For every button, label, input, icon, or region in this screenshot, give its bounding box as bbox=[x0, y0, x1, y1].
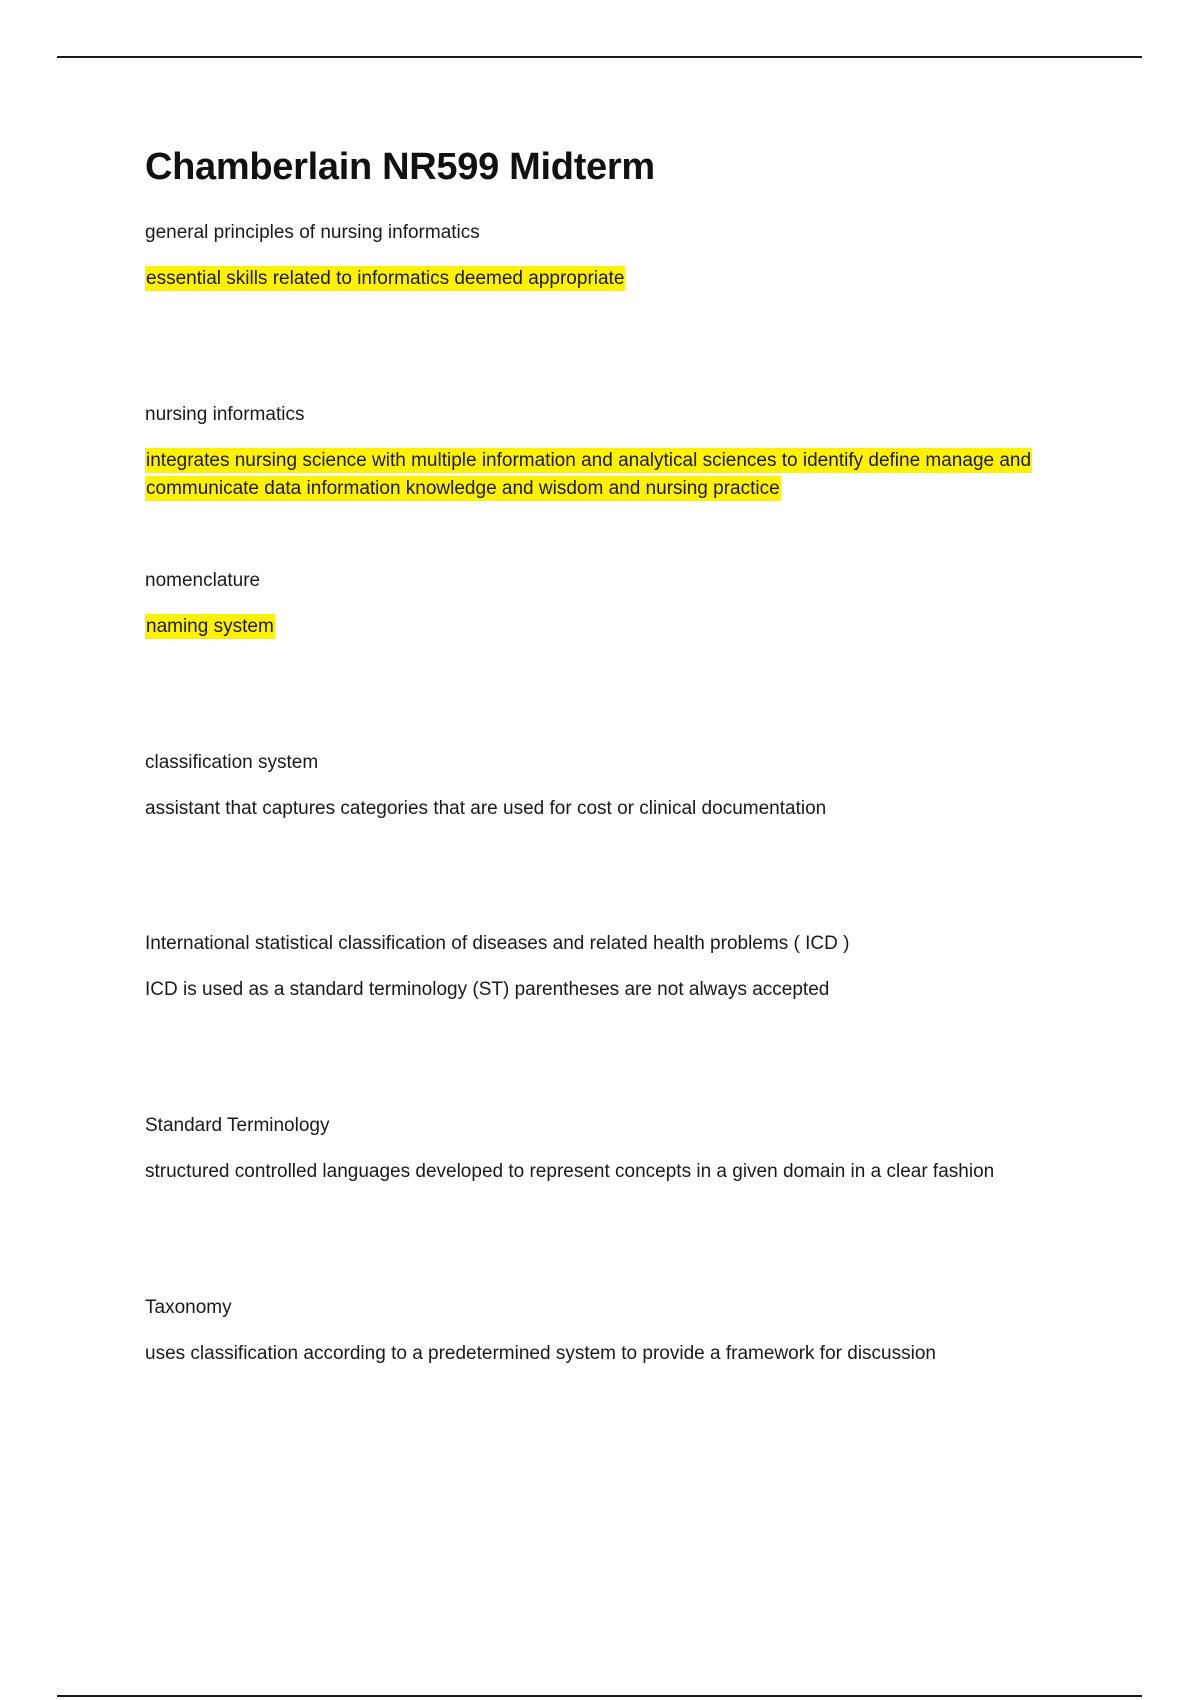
entry-definition bbox=[145, 613, 275, 641]
footer-rule bbox=[57, 1695, 1142, 1697]
entry-definition bbox=[145, 265, 625, 293]
entry-definition: uses classification according to a predetermined system to provide a framework for discussion bbox=[145, 1343, 936, 1364]
highlighted-definition: integrates nursing science with multiple information and analytical sciences to identify define manage and communicate data information knowledge and wisdom and nursing practice bbox=[146, 450, 1032, 499]
highlighted-definition: essential skills related to informatics deemed appropriate bbox=[146, 268, 625, 289]
entry-term: classification system bbox=[145, 752, 319, 773]
entry-definition: ICD is used as a standard terminology (ST) parentheses are not always accepted bbox=[145, 979, 830, 1000]
entry-term: Taxonomy bbox=[145, 1297, 232, 1318]
entry-definition: structured controlled languages developed to represent concepts in a given domain in a clear fashion bbox=[145, 1161, 995, 1182]
entry-term: general principles of nursing informatics bbox=[145, 222, 480, 243]
entry-term: International statistical classification of diseases and related health problems ( ICD ) bbox=[145, 933, 850, 954]
header-rule bbox=[57, 56, 1142, 58]
entry-definition bbox=[145, 447, 1065, 503]
entry-term: nomenclature bbox=[145, 570, 261, 591]
document-title: Chamberlain NR599 Midterm bbox=[145, 146, 655, 188]
entry-term: nursing informatics bbox=[145, 404, 305, 425]
entry-term: Standard Terminology bbox=[145, 1115, 330, 1136]
entry-definition: assistant that captures categories that are used for cost or clinical documentation bbox=[145, 798, 827, 819]
highlighted-definition: naming system bbox=[146, 616, 274, 637]
